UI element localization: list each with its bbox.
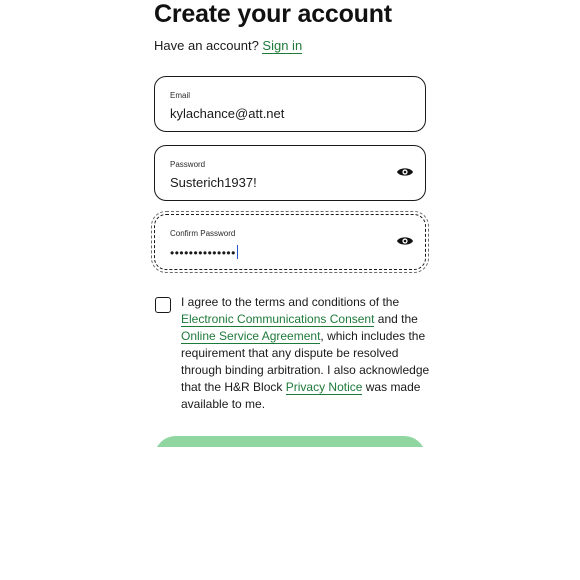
text-caret: [237, 245, 239, 259]
show-confirm-password-eye-icon[interactable]: [396, 234, 414, 248]
password-value: Susterich1937!: [170, 175, 257, 190]
email-label: Email: [170, 91, 191, 100]
confirm-password-label: Confirm Password: [170, 229, 236, 238]
confirm-password-field[interactable]: [154, 214, 426, 270]
eye-icon: [396, 165, 414, 179]
eye-icon: [396, 234, 414, 248]
show-password-eye-icon[interactable]: [396, 165, 414, 179]
password-label: Password: [170, 160, 206, 169]
email-value: kylachance@att.net: [170, 106, 285, 121]
password-field[interactable]: [154, 145, 426, 201]
sign-in-link[interactable]: Sign in: [262, 38, 303, 53]
consent-text: [181, 294, 431, 413]
submit-button-clip: [154, 436, 426, 447]
electronic-communications-consent-link[interactable]: Electronic Communications Consent: [181, 312, 375, 326]
online-service-agreement-link[interactable]: Online Service Agreement: [181, 329, 321, 343]
consent-text-part-3: , which includes the requirement that any dispute be resolved through binding arbitration. I also acknowledge that the H&R Block: [181, 329, 430, 394]
consent-text-part-2: and the: [377, 312, 418, 326]
consent-text-part-4: was made available to me.: [181, 380, 421, 411]
confirm-password-dots: ••••••••••••••: [170, 246, 236, 260]
privacy-notice-link[interactable]: Privacy Notice: [285, 380, 363, 394]
page-title: Create your account: [154, 0, 392, 28]
consent-text-part-1: I agree to the terms and conditions of the: [181, 295, 400, 309]
terms-checkbox[interactable]: [155, 297, 171, 313]
have-account-text: Have an account?: [154, 38, 259, 53]
email-field[interactable]: [154, 76, 426, 132]
sign-in-prompt: [154, 37, 302, 55]
create-account-button[interactable]: [154, 436, 426, 447]
confirm-password-value: [170, 245, 380, 261]
